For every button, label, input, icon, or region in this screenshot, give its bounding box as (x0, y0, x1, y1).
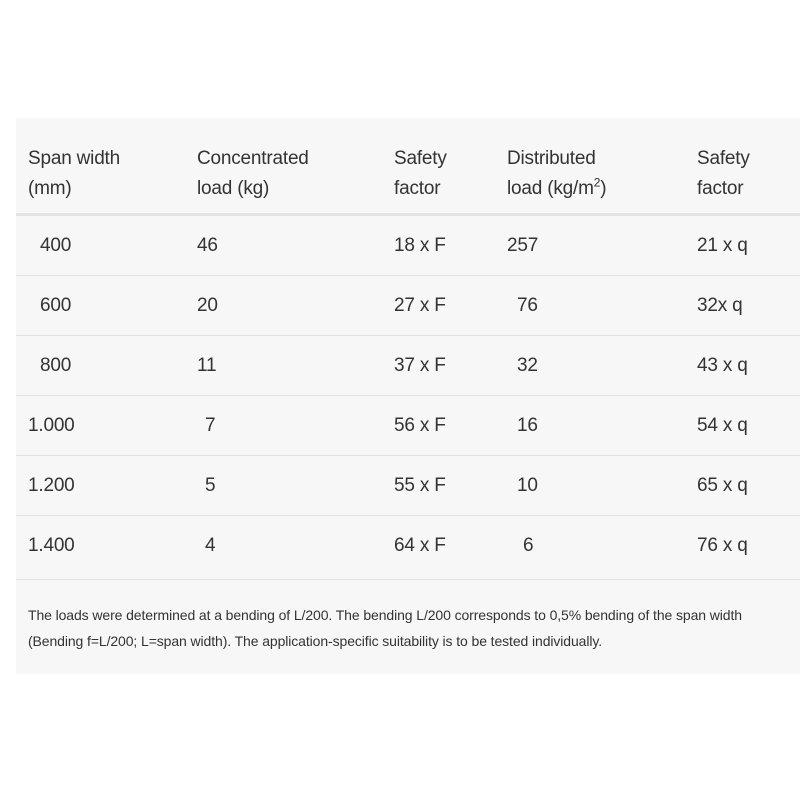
cell-distributed-load: 32 (517, 355, 538, 376)
table-row (16, 336, 800, 396)
cell-distributed-load: 257 (507, 235, 539, 256)
cell-safety-factor-f: 56 x F (394, 415, 446, 436)
cell-concentrated-load: 20 (197, 295, 218, 316)
cell-span-width: 800 (40, 355, 72, 376)
cell-safety-factor-f: 55 x F (394, 475, 446, 496)
table-row (16, 516, 800, 580)
header-span-width: Span width (mm) (28, 148, 121, 199)
table-row (16, 276, 800, 336)
cell-distributed-load: 16 (517, 415, 538, 436)
cell-safety-factor-f: 64 x F (394, 535, 446, 556)
cell-safety-factor-q: 54 x q (697, 415, 748, 436)
table-header (16, 118, 800, 216)
header-safety-factor-f: Safety factor (394, 148, 447, 199)
header-concentrated-load: Concentrated load (kg) (197, 148, 309, 199)
table-footnote: The loads were determined at a bending of L/200. The bending L/200 corresponds to 0,5% bending of the span width (Bending f=L/200; L=span width). The application-specific suitability is to be tested individually. (28, 607, 742, 649)
cell-span-width: 1.400 (28, 535, 75, 556)
cell-concentrated-load: 5 (205, 475, 216, 496)
cell-safety-factor-q: 43 x q (697, 355, 748, 376)
cell-safety-factor-f: 27 x F (394, 295, 446, 316)
table-row (16, 216, 800, 276)
cell-concentrated-load: 11 (197, 355, 217, 376)
cell-distributed-load: 6 (523, 535, 534, 556)
cell-distributed-load: 10 (517, 475, 538, 496)
cell-safety-factor-f: 18 x F (394, 235, 446, 256)
cell-safety-factor-q: 21 x q (697, 235, 748, 256)
table-row (16, 456, 800, 516)
cell-concentrated-load: 46 (197, 235, 218, 256)
cell-span-width: 400 (40, 235, 72, 256)
cell-safety-factor-q: 65 x q (697, 475, 748, 496)
cell-distributed-load: 76 (517, 295, 538, 316)
cell-concentrated-load: 7 (205, 415, 216, 436)
table-row (16, 396, 800, 456)
cell-safety-factor-q: 76 x q (697, 535, 748, 556)
cell-span-width: 1.000 (28, 415, 75, 436)
cell-span-width: 1.200 (28, 475, 75, 496)
cell-safety-factor-q: 32x q (697, 295, 743, 316)
load-table-panel (16, 118, 800, 674)
cell-concentrated-load: 4 (205, 535, 216, 556)
header-safety-factor-q: Safety factor (697, 148, 750, 199)
cell-span-width: 600 (40, 295, 72, 316)
header-distributed-load: Distributed load $(kg/m^2)$ (507, 148, 607, 199)
cell-safety-factor-f: 37 x F (394, 355, 446, 376)
